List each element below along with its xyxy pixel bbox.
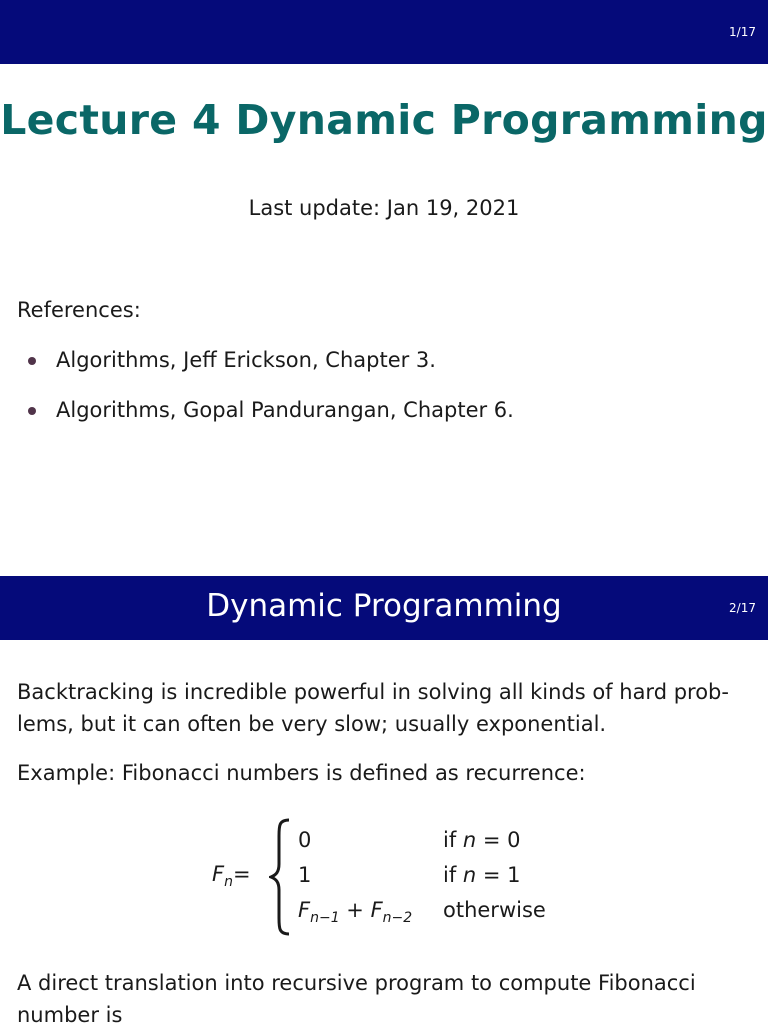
brace-icon (269, 818, 293, 936)
slide-2 (0, 576, 768, 1024)
fibonacci-formula (212, 818, 572, 938)
reference-text: Algorithms, Gopal Pandurangan, Chapter 6. (56, 398, 514, 422)
paragraph: A direct translation into recursive program to compute Fibonacci number is (17, 971, 696, 1027)
bullet-icon (28, 407, 36, 415)
bullet-icon (28, 357, 36, 365)
header-bar (0, 0, 768, 64)
paragraph: Example: Fibonacci numbers is defined as recurrence: (17, 761, 586, 785)
lecture-title: Lecture 4 Dynamic Programming (0, 96, 768, 144)
formula-case: 0 if n = 0 (298, 828, 521, 852)
header-bar (0, 576, 768, 640)
formula-case: 1 if n = 1 (298, 863, 521, 887)
formula-expression: $F_{n-1} + F_{n-2}$ (298, 898, 413, 927)
reference-item (28, 348, 436, 372)
reference-item (28, 398, 514, 422)
frame-title: Dynamic Programming (206, 588, 562, 624)
references-label: References: (17, 298, 141, 322)
page-number: 2/17 (729, 601, 756, 615)
last-update: Last update: Jan 19, 2021 (248, 196, 520, 220)
paragraph: Backtracking is incredible powerful in solving all kinds of hard prob- lems, but it can often be very slow; usually exponential. (17, 680, 729, 736)
formula-lhs: $F_n=$ (212, 862, 251, 891)
page-number: 1/17 (729, 25, 756, 39)
formula-case: $F_{n-1} + F_{n-2}$ otherwise (298, 898, 546, 927)
reference-text: Algorithms, Jeff Erickson, Chapter 3. (56, 348, 436, 372)
